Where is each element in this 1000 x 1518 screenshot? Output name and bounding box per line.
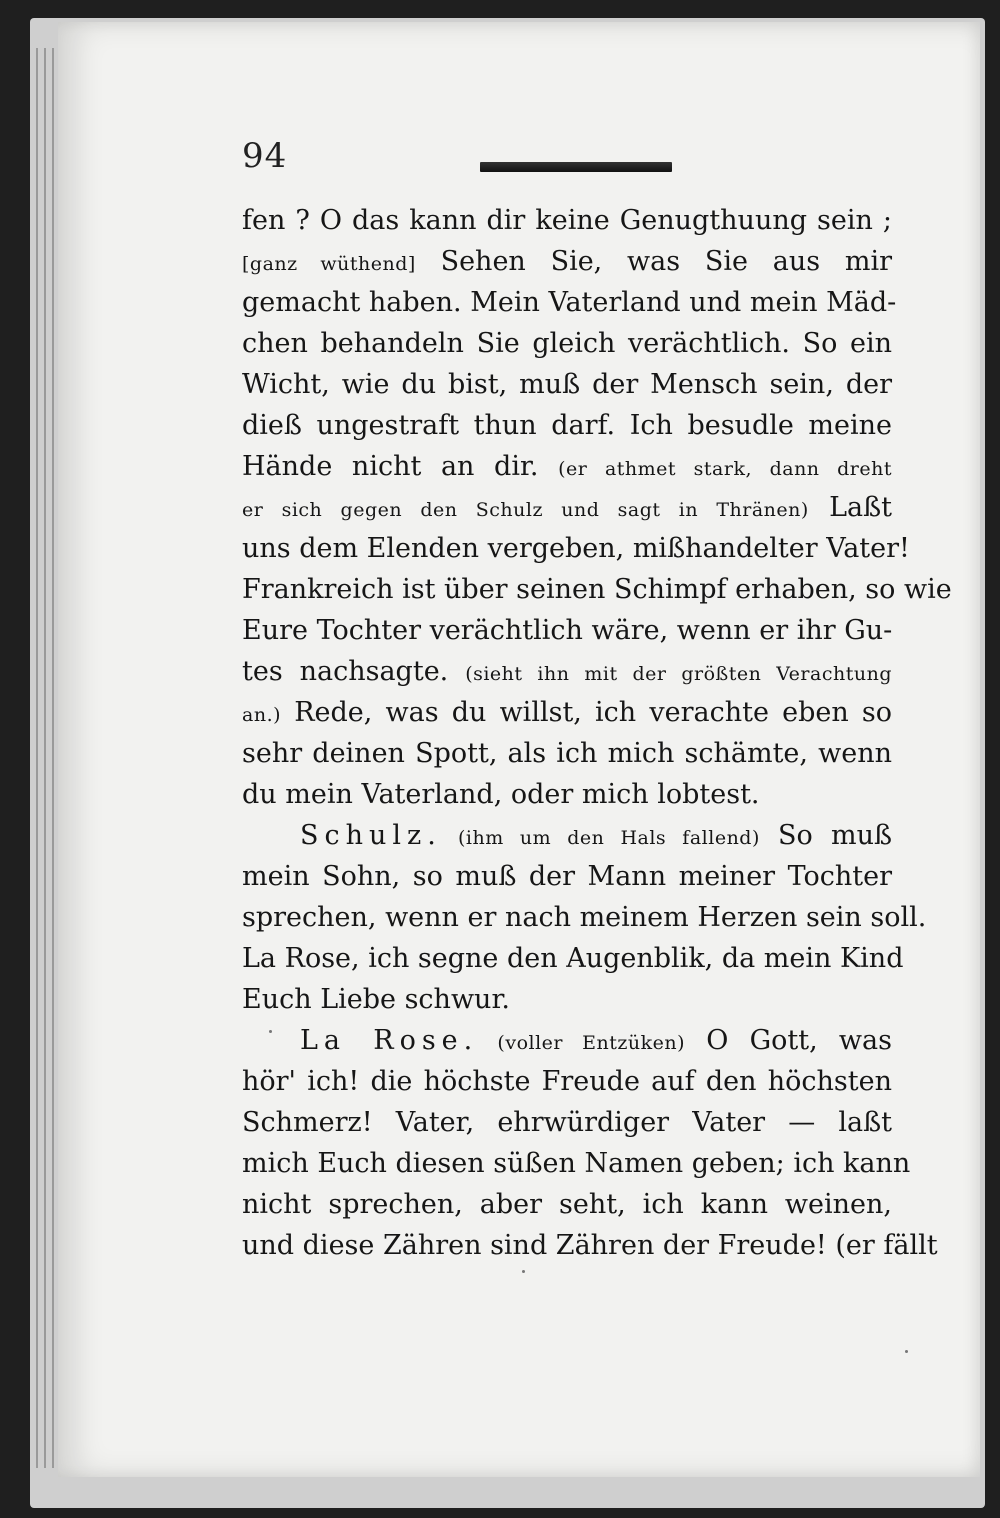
text-line: [242, 1061, 892, 1102]
text-line: [242, 405, 892, 446]
text-line: [242, 569, 952, 610]
text-line: [242, 774, 892, 815]
line-text: Eure Tochter verächtlich wäre, wenn er ihr Gu-: [242, 615, 893, 646]
text-line: [242, 1184, 892, 1225]
text-line: [242, 979, 892, 1020]
speaker-name: Schulz.: [300, 820, 442, 851]
paper-speck: [522, 1270, 525, 1273]
text-line: [242, 200, 892, 241]
line-text: nicht sprechen, aber seht, ich kann weinen,: [242, 1189, 892, 1220]
page-edge: [44, 48, 46, 1468]
page-edge: [36, 48, 38, 1468]
text-line: [242, 364, 892, 405]
stage-direction: er sich gegen den Schulz und sagt in Thränen): [242, 499, 809, 521]
line-text: Sehen Sie, was Sie aus mir: [415, 246, 892, 277]
line-text: mich Euch diesen süßen Namen geben; ich kann: [242, 1148, 911, 1179]
line-text: gemacht haben. Mein Vaterland und mein Mäd-: [242, 287, 897, 318]
stage-direction: (er athmet stark, dann dreht: [558, 458, 892, 480]
page-number: 94: [242, 136, 288, 176]
page-text: [242, 200, 952, 1266]
stage-direction: (sieht ihn mit der größten Verachtung: [465, 663, 892, 685]
line-text: uns dem Elenden vergeben, mißhandelter Vater!: [242, 533, 910, 564]
line-text: Frankreich ist über seinen Schimpf erhaben, so wie: [242, 574, 952, 605]
text-line: [242, 282, 897, 323]
paper-speck: [905, 1350, 908, 1353]
text-line: [242, 692, 892, 733]
text-line: [242, 487, 892, 528]
line-text: sehr deinen Spott, als ich mich schämte, wenn: [242, 738, 892, 769]
line-text: Laßt: [808, 492, 892, 523]
text-line: [242, 1102, 892, 1143]
text-line: [242, 651, 892, 692]
text-line: [242, 897, 927, 938]
stage-direction: an.): [242, 704, 282, 726]
header-rule: [480, 162, 672, 172]
line-text: La Rose, ich segne den Augenblik, da mein Kind: [242, 943, 904, 974]
line-text: du mein Vaterland, oder mich lobtest.: [242, 779, 760, 810]
text-line: [242, 856, 892, 897]
text-line: [242, 323, 892, 364]
text-line: [242, 1143, 911, 1184]
text-line: [242, 815, 892, 856]
line-text: fen ? O das kann dir keine Genugthuung sein ;: [242, 205, 892, 236]
line-text: So muß: [759, 820, 892, 851]
text-line: [242, 528, 910, 569]
line-text: dieß ungestraft thun darf. Ich besudle meine: [242, 410, 892, 441]
text-line: [242, 241, 892, 282]
text-line: [242, 1225, 938, 1266]
line-text: tes nachsagte.: [242, 656, 466, 687]
stage-direction: [ganz wüthend]: [242, 253, 416, 275]
text-line: [242, 446, 892, 487]
line-text: Hände nicht an dir.: [242, 451, 559, 482]
stage-direction: (voller Entzüken): [478, 1032, 686, 1054]
page-edge: [52, 48, 54, 1468]
line-text: sprechen, wenn er nach meinem Herzen sein soll.: [242, 902, 927, 933]
line-text: Euch Liebe schwur.: [242, 984, 510, 1015]
text-line: [242, 733, 892, 774]
line-text: hör' ich! die höchste Freude auf den höchsten: [242, 1066, 892, 1097]
line-text: Schmerz! Vater, ehrwürdiger Vater — laßt: [242, 1107, 892, 1138]
text-line: [242, 938, 904, 979]
line-text: und diese Zähren sind Zähren der Freude! (er fällt: [242, 1230, 938, 1261]
line-text: chen behandeln Sie gleich verächtlich. So ein: [242, 328, 892, 359]
line-text: mein Sohn, so muß der Mann meiner Tochter: [242, 861, 892, 892]
text-line: [242, 610, 892, 651]
stage-direction: (ihm um den Hals fallend): [441, 827, 760, 849]
text-line: [242, 1020, 892, 1061]
speaker-name: La Rose.: [300, 1025, 479, 1056]
line-text: Rede, was du willst, ich verachte eben so: [281, 697, 892, 728]
paper-speck: [269, 1030, 272, 1033]
line-text: O Gott, was: [685, 1025, 892, 1056]
line-text: Wicht, wie du bist, muß der Mensch sein, der: [242, 369, 892, 400]
